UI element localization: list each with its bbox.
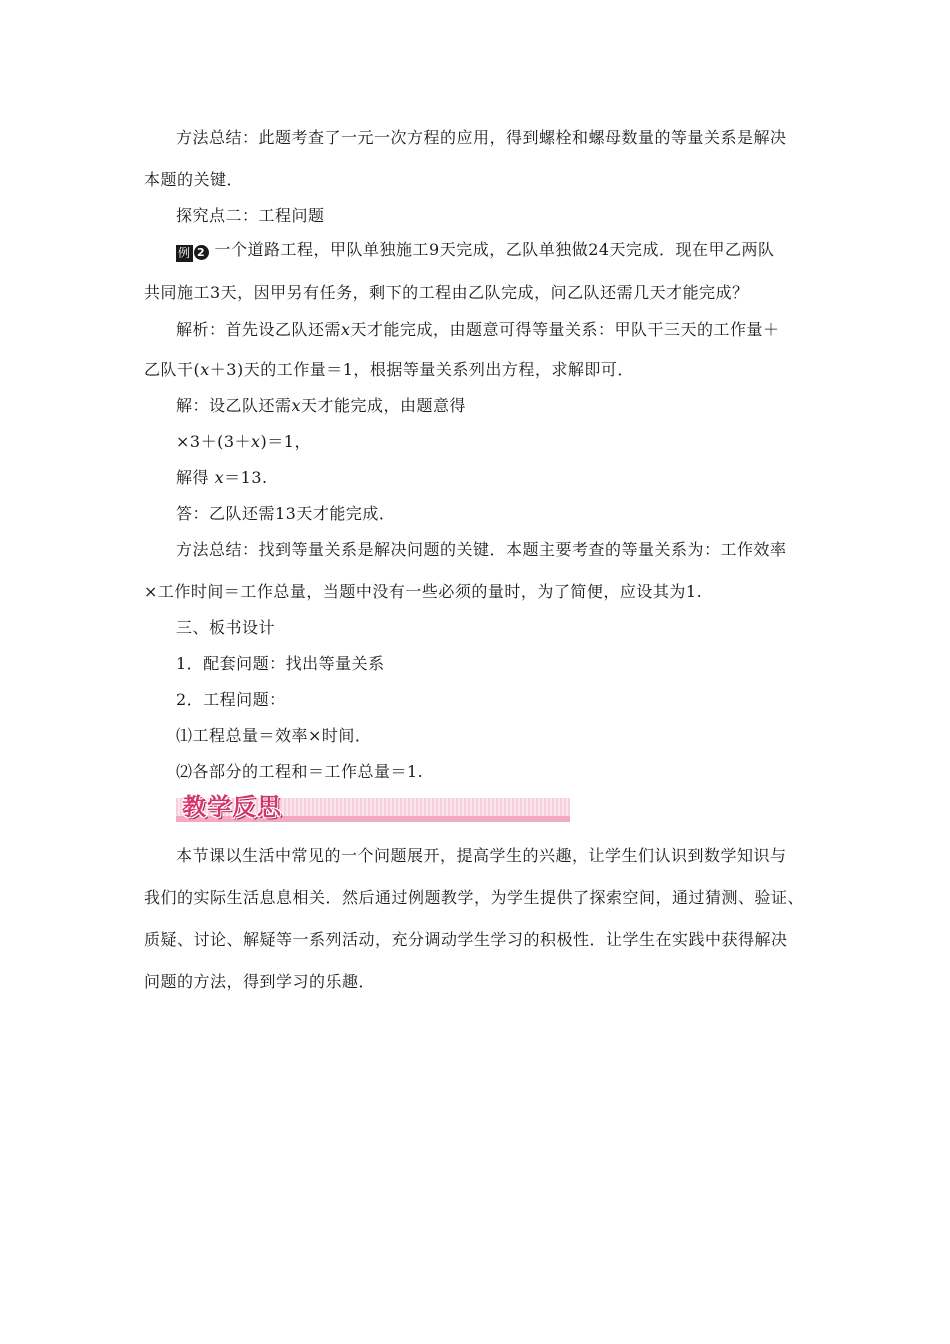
teaching-reflection-banner (176, 790, 570, 824)
answer-line: 答：乙队还需13天才能完成． (176, 504, 396, 523)
reflection-line1: 本节课以生活中常见的一个问题展开，提高学生的兴趣，让学生们认识到数学知识与 (176, 846, 787, 865)
result-text-b: ＝13. (224, 468, 268, 487)
example-badge-number: 2 (194, 245, 209, 260)
result-line (176, 468, 268, 488)
reflection-line2: 我们的实际生活息息相关．然后通过例题教学，为学生提供了探索空间，通过猜测、验证、 (144, 888, 805, 907)
equation-text-a: ×3＋(3＋ (176, 432, 252, 451)
board-item-1: 1．配套问题：找出等量关系 (176, 654, 385, 673)
section-heading-engineering: 探究点二：工程问题 (176, 206, 325, 225)
board-design-heading: 三、板书设计 (176, 618, 276, 637)
board-item-2-1: ⑴工程总量＝效率×时间． (176, 726, 372, 745)
equation-line (176, 432, 311, 452)
variable-x: x (214, 468, 225, 487)
reflection-line4: 问题的方法，得到学习的乐趣． (144, 972, 376, 991)
board-item-2-2: ⑵各部分的工程和＝工作总量＝1. (176, 762, 424, 781)
method-summary-1-line2: 本题的关键． (144, 170, 244, 189)
method-summary-2-line1: 方法总结：找到等量关系是解决问题的关键．本题主要考查的等量关系为：工作效率 (176, 540, 787, 559)
solution-line1 (176, 396, 466, 416)
equation-text-b: )＝1， (260, 432, 311, 451)
method-summary-2-line2: ×工作时间＝工作总量，当题中没有一些必须的量时，为了简便，应设其为1. (144, 582, 703, 601)
example-badge-label: 例 (178, 246, 191, 260)
variable-x: x (200, 360, 210, 379)
variable-x: x (341, 320, 351, 339)
analysis-text-b: 天才能完成，由题意可得等量关系：甲队干三天的工作量＋ (350, 320, 780, 339)
example-badge (176, 243, 209, 260)
example-2-text1: 一个道路工程，甲队单独施工9天完成，乙队单独做24天完成．现在甲乙两队 (214, 240, 775, 259)
analysis2-text-a: 乙队干( (144, 360, 201, 379)
banner-title: 教学反思 (182, 793, 282, 821)
reflection-line3: 质疑、讨论、解疑等一系列活动，充分调动学生学习的积极性．让学生在实践中获得解决 (144, 930, 788, 949)
variable-x: x (291, 396, 302, 415)
board-item-2: 2．工程问题： (176, 690, 286, 709)
example-2-line1 (176, 240, 775, 260)
analysis2-text-b: ＋3)天的工作量＝1，根据等量关系列出方程，求解即可． (209, 360, 634, 379)
analysis-line1 (176, 320, 780, 340)
analysis-line2 (144, 360, 634, 380)
example-2-line2: 共同施工3天，因甲另有任务，剩下的工程由乙队完成，问乙队还需几天才能完成？ (144, 283, 749, 302)
variable-x: x (251, 432, 261, 451)
solution-text-b: 天才能完成，由题意得 (301, 396, 467, 415)
method-summary-1-line1: 方法总结：此题考查了一元一次方程的应用，得到螺栓和螺母数量的等量关系是解决 (176, 128, 787, 147)
solution-text-a: 解：设乙队还需 (176, 396, 292, 415)
result-text-a: 解得 (176, 468, 210, 487)
analysis-text-a: 解析：首先设乙队还需 (176, 320, 342, 339)
